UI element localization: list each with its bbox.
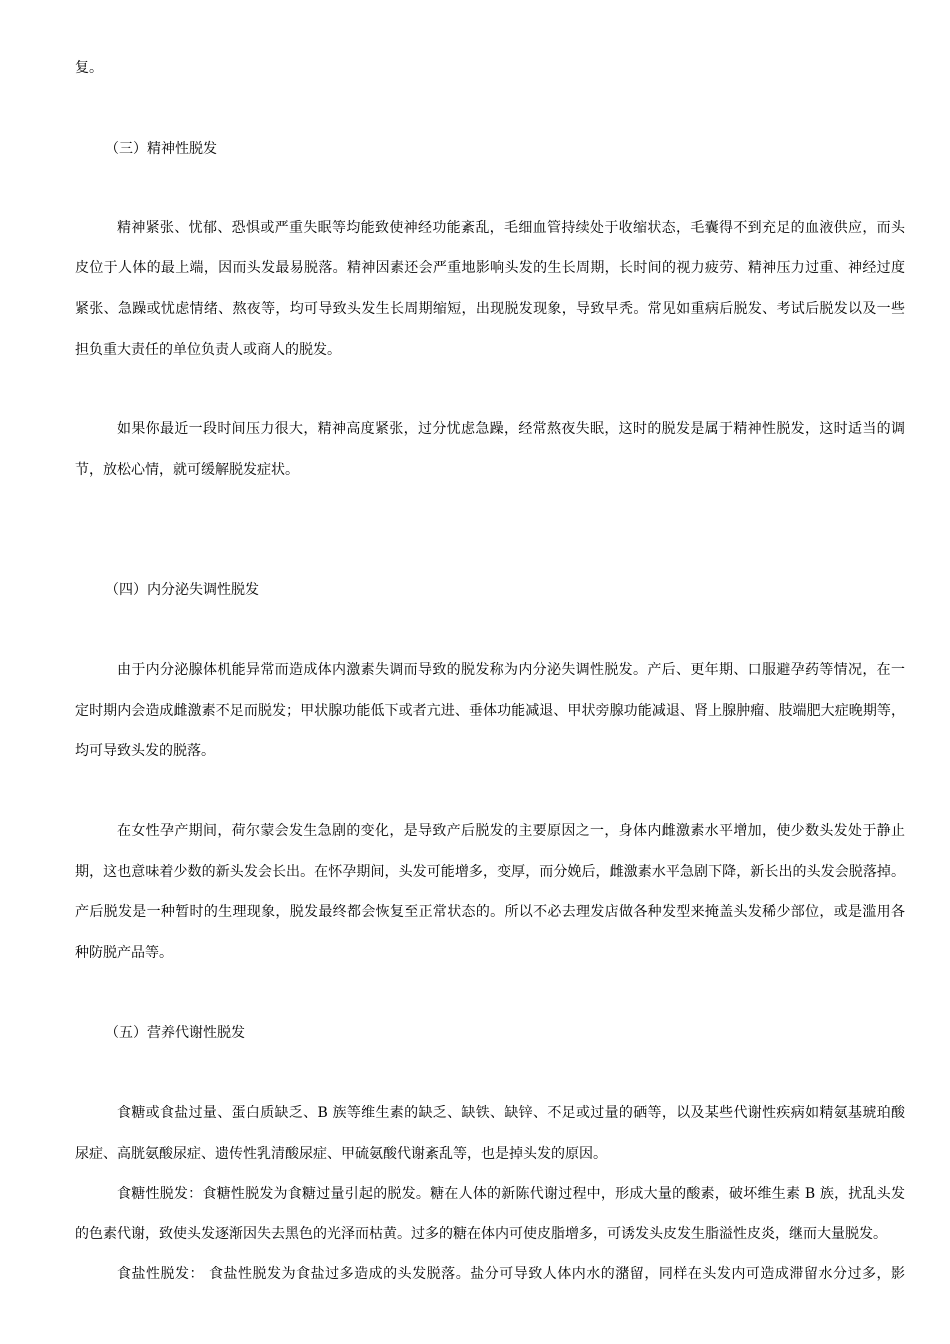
section-4-heading: （四）内分泌失调性脱发 xyxy=(105,582,259,598)
section-4-para-2-line-4: 种防脱产品等。 xyxy=(75,945,173,961)
section-5-para-2-line-1: 食糖性脱发：食糖性脱发为食糖过量引起的脱发。糖在人体的新陈代谢过程中，形成大量的酸素，破坏维生素 B 族，扰乱头发 xyxy=(117,1186,905,1202)
section-5-para-1-line-1: 食糖或食盐过量、蛋白质缺乏、B 族等维生素的缺乏、缺铁、缺锌、不足或过量的硒等，以及某些代谢性疾病如精氨基琥珀酸 xyxy=(117,1105,905,1121)
section-4-para-1-line-1: 由于内分泌腺体机能异常而造成体内激素失调而导致的脱发称为内分泌失调性脱发。产后、更年期、口服避孕药等情况，在一 xyxy=(117,662,905,678)
section-3-para-1-line-1: 精神紧张、忧郁、恐惧或严重失眠等均能致使神经功能紊乱，毛细血管持续处于收缩状态，毛囊得不到充足的血液供应，而头 xyxy=(117,220,905,236)
section-3-para-1-line-3: 紧张、急躁或忧虑情绪、熬夜等，均可导致头发生长周期缩短，出现脱发现象，导致早秃。常见如重病后脱发、考试后脱发以及一些 xyxy=(75,301,905,317)
section-4-para-2-line-3: 产后脱发是一种暂时的生理现象，脱发最终都会恢复至正常状态的。所以不必去理发店做各种发型来掩盖头发稀少部位，或是滥用各 xyxy=(75,904,905,920)
section-4-para-1-line-2: 定时期内会造成雌激素不足而脱发；甲状腺功能低下或者亢进、垂体功能减退、甲状旁腺功能减退、肾上腺肿瘤、肢端肥大症晚期等， xyxy=(75,703,905,719)
section-3-para-1-line-2: 皮位于人体的最上端，因而头发最易脱落。精神因素还会严重地影响头发的生长周期，长时间的视力疲劳、精神压力过重、神经过度 xyxy=(75,260,905,276)
section-5-para-2-line-2: 的色素代谢，致使头发逐渐因失去黑色的光泽而枯黄。过多的糖在体内可使皮脂增多，可诱发头皮发生脂溢性皮炎，继而大量脱发。 xyxy=(75,1226,887,1242)
section-4-para-1-line-3: 均可导致头发的脱落。 xyxy=(75,743,215,759)
section-5-para-3-line-1: 食盐性脱发： 食盐性脱发为食盐过多造成的头发脱落。盐分可导致人体内水的潴留，同样在头发内可造成滞留水分过多，影 xyxy=(117,1266,905,1282)
section-5-heading: （五）营养代谢性脱发 xyxy=(105,1025,245,1041)
section-5-para-1-line-2: 尿症、高胱氨酸尿症、遗传性乳清酸尿症、甲硫氨酸代谢紊乱等，也是掉头发的原因。 xyxy=(75,1146,607,1162)
section-4-para-2-line-2: 期，这也意味着少数的新头发会长出。在怀孕期间，头发可能增多，变厚，而分娩后，雌激素水平急剧下降，新长出的头发会脱落掉。 xyxy=(75,864,905,880)
section-3-para-2-line-1: 如果你最近一段时间压力很大，精神高度紧张，过分忧虑急躁，经常熬夜失眠，这时的脱发是属于精神性脱发，这时适当的调 xyxy=(117,421,905,437)
section-3-para-2-line-2: 节，放松心情，就可缓解脱发症状。 xyxy=(75,462,299,478)
section-4-para-2-line-1: 在女性孕产期间，荷尔蒙会发生急剧的变化，是导致产后脱发的主要原因之一，身体内雌激素水平增加，使少数头发处于静止 xyxy=(117,823,905,839)
continued-fragment: 复。 xyxy=(75,60,103,76)
section-3-para-1-line-4: 担负重大责任的单位负责人或商人的脱发。 xyxy=(75,342,341,358)
section-3-heading: （三）精神性脱发 xyxy=(105,141,217,157)
